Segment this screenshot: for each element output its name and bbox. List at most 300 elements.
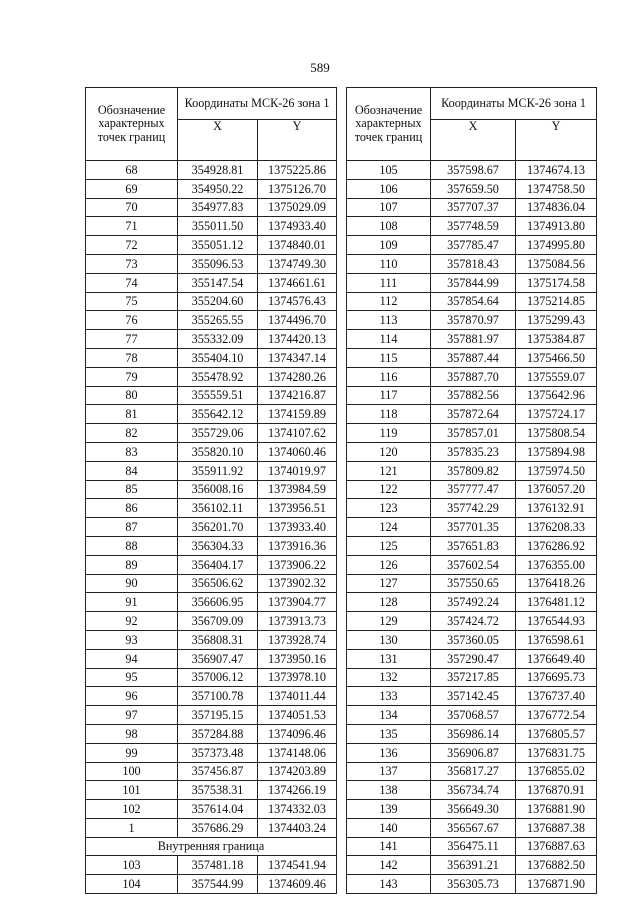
y-coordinate-cell: 1375029.09 <box>258 198 337 217</box>
point-number-cell: 110 <box>347 254 431 273</box>
y-coordinate-cell: 1374019.97 <box>258 461 337 480</box>
table-row <box>86 292 337 311</box>
y-coordinate-cell: 1374403.24 <box>258 818 337 837</box>
point-number-cell: 141 <box>347 837 431 856</box>
table-row <box>86 536 337 555</box>
x-coordinate-cell: 354928.81 <box>178 161 258 180</box>
x-coordinate-cell: 355911.92 <box>178 461 258 480</box>
x-coordinate-cell: 356475.11 <box>431 837 516 856</box>
table-row <box>86 161 337 180</box>
point-number-cell: 117 <box>347 386 431 405</box>
point-number-cell: 85 <box>86 480 178 499</box>
y-coordinate-cell: 1373956.51 <box>258 499 337 518</box>
table-row <box>347 386 597 405</box>
point-number-cell: 125 <box>347 536 431 555</box>
x-coordinate-cell: 357818.43 <box>431 254 516 273</box>
header-point-designation: Обозначение характерных точек границ <box>347 88 431 161</box>
point-number-cell: 118 <box>347 405 431 424</box>
y-coordinate-cell: 1375559.07 <box>516 367 597 386</box>
y-coordinate-cell: 1374840.01 <box>258 236 337 255</box>
table-row <box>347 330 597 349</box>
point-number-cell: 91 <box>86 593 178 612</box>
point-number-cell: 94 <box>86 649 178 668</box>
y-coordinate-cell: 1374216.87 <box>258 386 337 405</box>
table-row <box>86 217 337 236</box>
header-coordinates: Координаты МСК-26 зона 1 <box>178 88 337 120</box>
point-number-cell: 131 <box>347 649 431 668</box>
y-coordinate-cell: 1375808.54 <box>516 424 597 443</box>
table-row <box>347 593 597 612</box>
table-row <box>347 800 597 819</box>
point-number-cell: 84 <box>86 461 178 480</box>
point-number-cell: 105 <box>347 161 431 180</box>
x-coordinate-cell: 355147.54 <box>178 273 258 292</box>
point-number-cell: 77 <box>86 330 178 349</box>
table-row <box>347 649 597 668</box>
y-coordinate-cell: 1373978.10 <box>258 668 337 687</box>
x-coordinate-cell: 354950.22 <box>178 179 258 198</box>
x-coordinate-cell: 355478.92 <box>178 367 258 386</box>
table-row <box>86 330 337 349</box>
x-coordinate-cell: 357857.01 <box>431 424 516 443</box>
table-row <box>347 536 597 555</box>
point-number-cell: 71 <box>86 217 178 236</box>
x-coordinate-cell: 356008.16 <box>178 480 258 499</box>
point-number-cell: 127 <box>347 574 431 593</box>
table-row <box>86 555 337 574</box>
point-number-cell: 109 <box>347 236 431 255</box>
table-row <box>86 668 337 687</box>
table-row <box>86 348 337 367</box>
x-coordinate-cell: 357870.97 <box>431 311 516 330</box>
point-number-cell: 140 <box>347 818 431 837</box>
table-row <box>347 442 597 461</box>
x-coordinate-cell: 357284.88 <box>178 724 258 743</box>
y-coordinate-cell: 1374661.61 <box>258 273 337 292</box>
x-coordinate-cell: 356201.70 <box>178 518 258 537</box>
x-coordinate-cell: 354977.83 <box>178 198 258 217</box>
table-row <box>347 217 597 236</box>
table-row <box>86 630 337 649</box>
table-row <box>347 273 597 292</box>
y-coordinate-cell: 1376871.90 <box>516 875 597 894</box>
table-row <box>86 687 337 706</box>
point-number-cell: 115 <box>347 348 431 367</box>
header-y: Y <box>258 120 337 161</box>
header-x: X <box>178 120 258 161</box>
x-coordinate-cell: 356986.14 <box>431 724 516 743</box>
point-number-cell: 73 <box>86 254 178 273</box>
x-coordinate-cell: 357844.99 <box>431 273 516 292</box>
y-coordinate-cell: 1374995.80 <box>516 236 597 255</box>
point-number-cell: 107 <box>347 198 431 217</box>
point-number-cell: 124 <box>347 518 431 537</box>
y-coordinate-cell: 1374060.46 <box>258 442 337 461</box>
y-coordinate-cell: 1376887.38 <box>516 818 597 837</box>
y-coordinate-cell: 1375174.58 <box>516 273 597 292</box>
table-row <box>347 743 597 762</box>
x-coordinate-cell: 357538.31 <box>178 781 258 800</box>
x-coordinate-cell: 357142.45 <box>431 687 516 706</box>
y-coordinate-cell: 1373916.36 <box>258 536 337 555</box>
header-point-designation: Обозначение характерных точек границ <box>86 88 178 161</box>
table-row <box>86 198 337 217</box>
x-coordinate-cell: 357887.44 <box>431 348 516 367</box>
y-coordinate-cell: 1374266.19 <box>258 781 337 800</box>
point-number-cell: 68 <box>86 161 178 180</box>
y-coordinate-cell: 1374011.44 <box>258 687 337 706</box>
x-coordinate-cell: 357777.47 <box>431 480 516 499</box>
x-coordinate-cell: 356606.95 <box>178 593 258 612</box>
x-coordinate-cell: 357602.54 <box>431 555 516 574</box>
y-coordinate-cell: 1374758.50 <box>516 179 597 198</box>
point-number-cell: 102 <box>86 800 178 819</box>
table-row <box>347 687 597 706</box>
y-coordinate-cell: 1375724.17 <box>516 405 597 424</box>
point-number-cell: 83 <box>86 442 178 461</box>
x-coordinate-cell: 357748.59 <box>431 217 516 236</box>
x-coordinate-cell: 356304.33 <box>178 536 258 555</box>
table-row <box>86 424 337 443</box>
x-coordinate-cell: 356709.09 <box>178 612 258 631</box>
y-coordinate-cell: 1374609.46 <box>258 875 337 894</box>
y-coordinate-cell: 1374420.13 <box>258 330 337 349</box>
y-coordinate-cell: 1373904.77 <box>258 593 337 612</box>
x-coordinate-cell: 357492.24 <box>431 593 516 612</box>
point-number-cell: 137 <box>347 762 431 781</box>
table-row <box>347 668 597 687</box>
y-coordinate-cell: 1374541.94 <box>258 856 337 875</box>
point-number-cell: 133 <box>347 687 431 706</box>
table-row <box>86 649 337 668</box>
table-row <box>86 762 337 781</box>
x-coordinate-cell: 356817.27 <box>431 762 516 781</box>
y-coordinate-cell: 1373902.32 <box>258 574 337 593</box>
point-number-cell: 99 <box>86 743 178 762</box>
y-coordinate-cell: 1374913.80 <box>516 217 597 236</box>
y-coordinate-cell: 1376882.50 <box>516 856 597 875</box>
table-row <box>86 273 337 292</box>
point-number-cell: 96 <box>86 687 178 706</box>
y-coordinate-cell: 1374203.89 <box>258 762 337 781</box>
y-coordinate-cell: 1374496.70 <box>258 311 337 330</box>
y-coordinate-cell: 1375384.87 <box>516 330 597 349</box>
table-row <box>86 311 337 330</box>
point-number-cell: 103 <box>86 856 178 875</box>
x-coordinate-cell: 355332.09 <box>178 330 258 349</box>
point-number-cell: 119 <box>347 424 431 443</box>
y-coordinate-cell: 1373906.22 <box>258 555 337 574</box>
table-row <box>347 856 597 875</box>
y-coordinate-cell: 1374836.04 <box>516 198 597 217</box>
point-number-cell: 104 <box>86 875 178 894</box>
x-coordinate-cell: 357373.48 <box>178 743 258 762</box>
point-number-cell: 129 <box>347 612 431 631</box>
table-row <box>347 818 597 837</box>
table-row <box>347 555 597 574</box>
y-coordinate-cell: 1374096.46 <box>258 724 337 743</box>
x-coordinate-cell: 356391.21 <box>431 856 516 875</box>
y-coordinate-cell: 1374280.26 <box>258 367 337 386</box>
y-coordinate-cell: 1373950.16 <box>258 649 337 668</box>
x-coordinate-cell: 357068.57 <box>431 706 516 725</box>
point-number-cell: 75 <box>86 292 178 311</box>
x-coordinate-cell: 357550.65 <box>431 574 516 593</box>
table-row <box>347 292 597 311</box>
point-number-cell: 113 <box>347 311 431 330</box>
x-coordinate-cell: 355096.53 <box>178 254 258 273</box>
y-coordinate-cell: 1376649.40 <box>516 649 597 668</box>
y-coordinate-cell: 1375642.96 <box>516 386 597 405</box>
y-coordinate-cell: 1373913.73 <box>258 612 337 631</box>
table-row <box>86 593 337 612</box>
y-coordinate-cell: 1373928.74 <box>258 630 337 649</box>
table-row <box>347 574 597 593</box>
point-number-cell: 130 <box>347 630 431 649</box>
y-coordinate-cell: 1376598.61 <box>516 630 597 649</box>
table-row <box>86 706 337 725</box>
point-number-cell: 106 <box>347 179 431 198</box>
point-number-cell: 101 <box>86 781 178 800</box>
table-row <box>86 254 337 273</box>
table-row <box>86 856 337 875</box>
point-number-cell: 72 <box>86 236 178 255</box>
y-coordinate-cell: 1374674.13 <box>516 161 597 180</box>
table-row <box>347 311 597 330</box>
point-number-cell: 89 <box>86 555 178 574</box>
y-coordinate-cell: 1376772.54 <box>516 706 597 725</box>
x-coordinate-cell: 357290.47 <box>431 649 516 668</box>
table-row <box>86 405 337 424</box>
y-coordinate-cell: 1376418.26 <box>516 574 597 593</box>
page-number: 589 <box>310 60 330 75</box>
y-coordinate-cell: 1374332.03 <box>258 800 337 819</box>
y-coordinate-cell: 1376355.00 <box>516 555 597 574</box>
table-row <box>86 367 337 386</box>
x-coordinate-cell: 357881.97 <box>431 330 516 349</box>
x-coordinate-cell: 357481.18 <box>178 856 258 875</box>
x-coordinate-cell: 356404.17 <box>178 555 258 574</box>
table-row <box>86 179 337 198</box>
y-coordinate-cell: 1376855.02 <box>516 762 597 781</box>
y-coordinate-cell: 1376831.75 <box>516 743 597 762</box>
x-coordinate-cell: 356649.30 <box>431 800 516 819</box>
point-number-cell: 80 <box>86 386 178 405</box>
table-row <box>86 800 337 819</box>
point-number-cell: 112 <box>347 292 431 311</box>
x-coordinate-cell: 357360.05 <box>431 630 516 649</box>
x-coordinate-cell: 355820.10 <box>178 442 258 461</box>
table-row <box>86 574 337 593</box>
table-row <box>347 762 597 781</box>
x-coordinate-cell: 356102.11 <box>178 499 258 518</box>
point-number-cell: 132 <box>347 668 431 687</box>
x-coordinate-cell: 357651.83 <box>431 536 516 555</box>
y-coordinate-cell: 1376544.93 <box>516 612 597 631</box>
point-number-cell: 108 <box>347 217 431 236</box>
point-number-cell: 138 <box>347 781 431 800</box>
x-coordinate-cell: 357872.64 <box>431 405 516 424</box>
y-coordinate-cell: 1375974.50 <box>516 461 597 480</box>
y-coordinate-cell: 1376057.20 <box>516 480 597 499</box>
point-number-cell: 95 <box>86 668 178 687</box>
point-number-cell: 120 <box>347 442 431 461</box>
x-coordinate-cell: 355729.06 <box>178 424 258 443</box>
x-coordinate-cell: 357195.15 <box>178 706 258 725</box>
x-coordinate-cell: 356906.87 <box>431 743 516 762</box>
x-coordinate-cell: 357835.23 <box>431 442 516 461</box>
point-number-cell: 92 <box>86 612 178 631</box>
point-number-cell: 78 <box>86 348 178 367</box>
x-coordinate-cell: 357659.50 <box>431 179 516 198</box>
point-number-cell: 100 <box>86 762 178 781</box>
x-coordinate-cell: 355011.50 <box>178 217 258 236</box>
x-coordinate-cell: 356506.62 <box>178 574 258 593</box>
table-row <box>86 781 337 800</box>
table-row <box>86 442 337 461</box>
y-coordinate-cell: 1376870.91 <box>516 781 597 800</box>
table-row <box>347 254 597 273</box>
y-coordinate-cell: 1374148.06 <box>258 743 337 762</box>
y-coordinate-cell: 1376881.90 <box>516 800 597 819</box>
point-number-cell: 70 <box>86 198 178 217</box>
table-row <box>347 461 597 480</box>
table-row <box>347 724 597 743</box>
table-body-right <box>347 161 597 894</box>
x-coordinate-cell: 357707.37 <box>431 198 516 217</box>
inner-boundary-label: Внутренняя граница <box>86 837 337 856</box>
point-number-cell: 143 <box>347 875 431 894</box>
table-row <box>347 236 597 255</box>
x-coordinate-cell: 357598.67 <box>431 161 516 180</box>
point-number-cell: 81 <box>86 405 178 424</box>
x-coordinate-cell: 357424.72 <box>431 612 516 631</box>
table-row <box>347 424 597 443</box>
x-coordinate-cell: 357854.64 <box>431 292 516 311</box>
x-coordinate-cell: 355265.55 <box>178 311 258 330</box>
table-row <box>347 875 597 894</box>
y-coordinate-cell: 1375466.50 <box>516 348 597 367</box>
table-row <box>347 179 597 198</box>
y-coordinate-cell: 1375214.85 <box>516 292 597 311</box>
table-row <box>347 837 597 856</box>
header-coordinates: Координаты МСК-26 зона 1 <box>431 88 597 120</box>
table-row <box>86 875 337 894</box>
table-row <box>347 518 597 537</box>
y-coordinate-cell: 1375225.86 <box>258 161 337 180</box>
y-coordinate-cell: 1374347.14 <box>258 348 337 367</box>
y-coordinate-cell: 1376481.12 <box>516 593 597 612</box>
point-number-cell: 1 <box>86 818 178 837</box>
x-coordinate-cell: 357882.56 <box>431 386 516 405</box>
point-number-cell: 128 <box>347 593 431 612</box>
y-coordinate-cell: 1376208.33 <box>516 518 597 537</box>
x-coordinate-cell: 357456.87 <box>178 762 258 781</box>
table-row <box>86 480 337 499</box>
table-row <box>86 499 337 518</box>
point-number-cell: 88 <box>86 536 178 555</box>
header-y: Y <box>516 120 597 161</box>
x-coordinate-cell: 355642.12 <box>178 405 258 424</box>
point-number-cell: 86 <box>86 499 178 518</box>
table-row <box>347 612 597 631</box>
x-coordinate-cell: 357006.12 <box>178 668 258 687</box>
table-row <box>347 781 597 800</box>
point-number-cell: 122 <box>347 480 431 499</box>
point-number-cell: 123 <box>347 499 431 518</box>
x-coordinate-cell: 355204.60 <box>178 292 258 311</box>
y-coordinate-cell: 1374576.43 <box>258 292 337 311</box>
point-number-cell: 76 <box>86 311 178 330</box>
x-coordinate-cell: 357785.47 <box>431 236 516 255</box>
table-row <box>86 386 337 405</box>
y-coordinate-cell: 1376737.40 <box>516 687 597 706</box>
x-coordinate-cell: 356734.74 <box>431 781 516 800</box>
x-coordinate-cell: 356567.67 <box>431 818 516 837</box>
table-row <box>347 630 597 649</box>
point-number-cell: 97 <box>86 706 178 725</box>
x-coordinate-cell: 356305.73 <box>431 875 516 894</box>
y-coordinate-cell: 1375299.43 <box>516 311 597 330</box>
x-coordinate-cell: 356907.47 <box>178 649 258 668</box>
table-row <box>86 724 337 743</box>
table-row <box>347 198 597 217</box>
table-row <box>347 499 597 518</box>
table-row <box>86 236 337 255</box>
table-row <box>347 367 597 386</box>
y-coordinate-cell: 1375126.70 <box>258 179 337 198</box>
x-coordinate-cell: 357742.29 <box>431 499 516 518</box>
table-row <box>347 405 597 424</box>
table-row <box>86 612 337 631</box>
point-number-cell: 82 <box>86 424 178 443</box>
y-coordinate-cell: 1374749.30 <box>258 254 337 273</box>
x-coordinate-cell: 355051.12 <box>178 236 258 255</box>
y-coordinate-cell: 1376887.63 <box>516 837 597 856</box>
table-row <box>86 461 337 480</box>
x-coordinate-cell: 357887.70 <box>431 367 516 386</box>
y-coordinate-cell: 1375084.56 <box>516 254 597 273</box>
point-number-cell: 121 <box>347 461 431 480</box>
y-coordinate-cell: 1374159.89 <box>258 405 337 424</box>
point-number-cell: 114 <box>347 330 431 349</box>
point-number-cell: 116 <box>347 367 431 386</box>
x-coordinate-cell: 355559.51 <box>178 386 258 405</box>
point-number-cell: 98 <box>86 724 178 743</box>
point-number-cell: 142 <box>347 856 431 875</box>
x-coordinate-cell: 357217.85 <box>431 668 516 687</box>
x-coordinate-cell: 357100.78 <box>178 687 258 706</box>
point-number-cell: 74 <box>86 273 178 292</box>
y-coordinate-cell: 1373933.40 <box>258 518 337 537</box>
point-number-cell: 111 <box>347 273 431 292</box>
point-number-cell: 135 <box>347 724 431 743</box>
point-number-cell: 79 <box>86 367 178 386</box>
point-number-cell: 90 <box>86 574 178 593</box>
x-coordinate-cell: 357809.82 <box>431 461 516 480</box>
inner-boundary-row <box>86 837 337 856</box>
table-row <box>347 161 597 180</box>
x-coordinate-cell: 357544.99 <box>178 875 258 894</box>
x-coordinate-cell: 355404.10 <box>178 348 258 367</box>
y-coordinate-cell: 1376286.92 <box>516 536 597 555</box>
y-coordinate-cell: 1373984.59 <box>258 480 337 499</box>
table-row <box>86 518 337 537</box>
point-number-cell: 126 <box>347 555 431 574</box>
y-coordinate-cell: 1374051.53 <box>258 706 337 725</box>
table-row <box>86 818 337 837</box>
y-coordinate-cell: 1374107.62 <box>258 424 337 443</box>
